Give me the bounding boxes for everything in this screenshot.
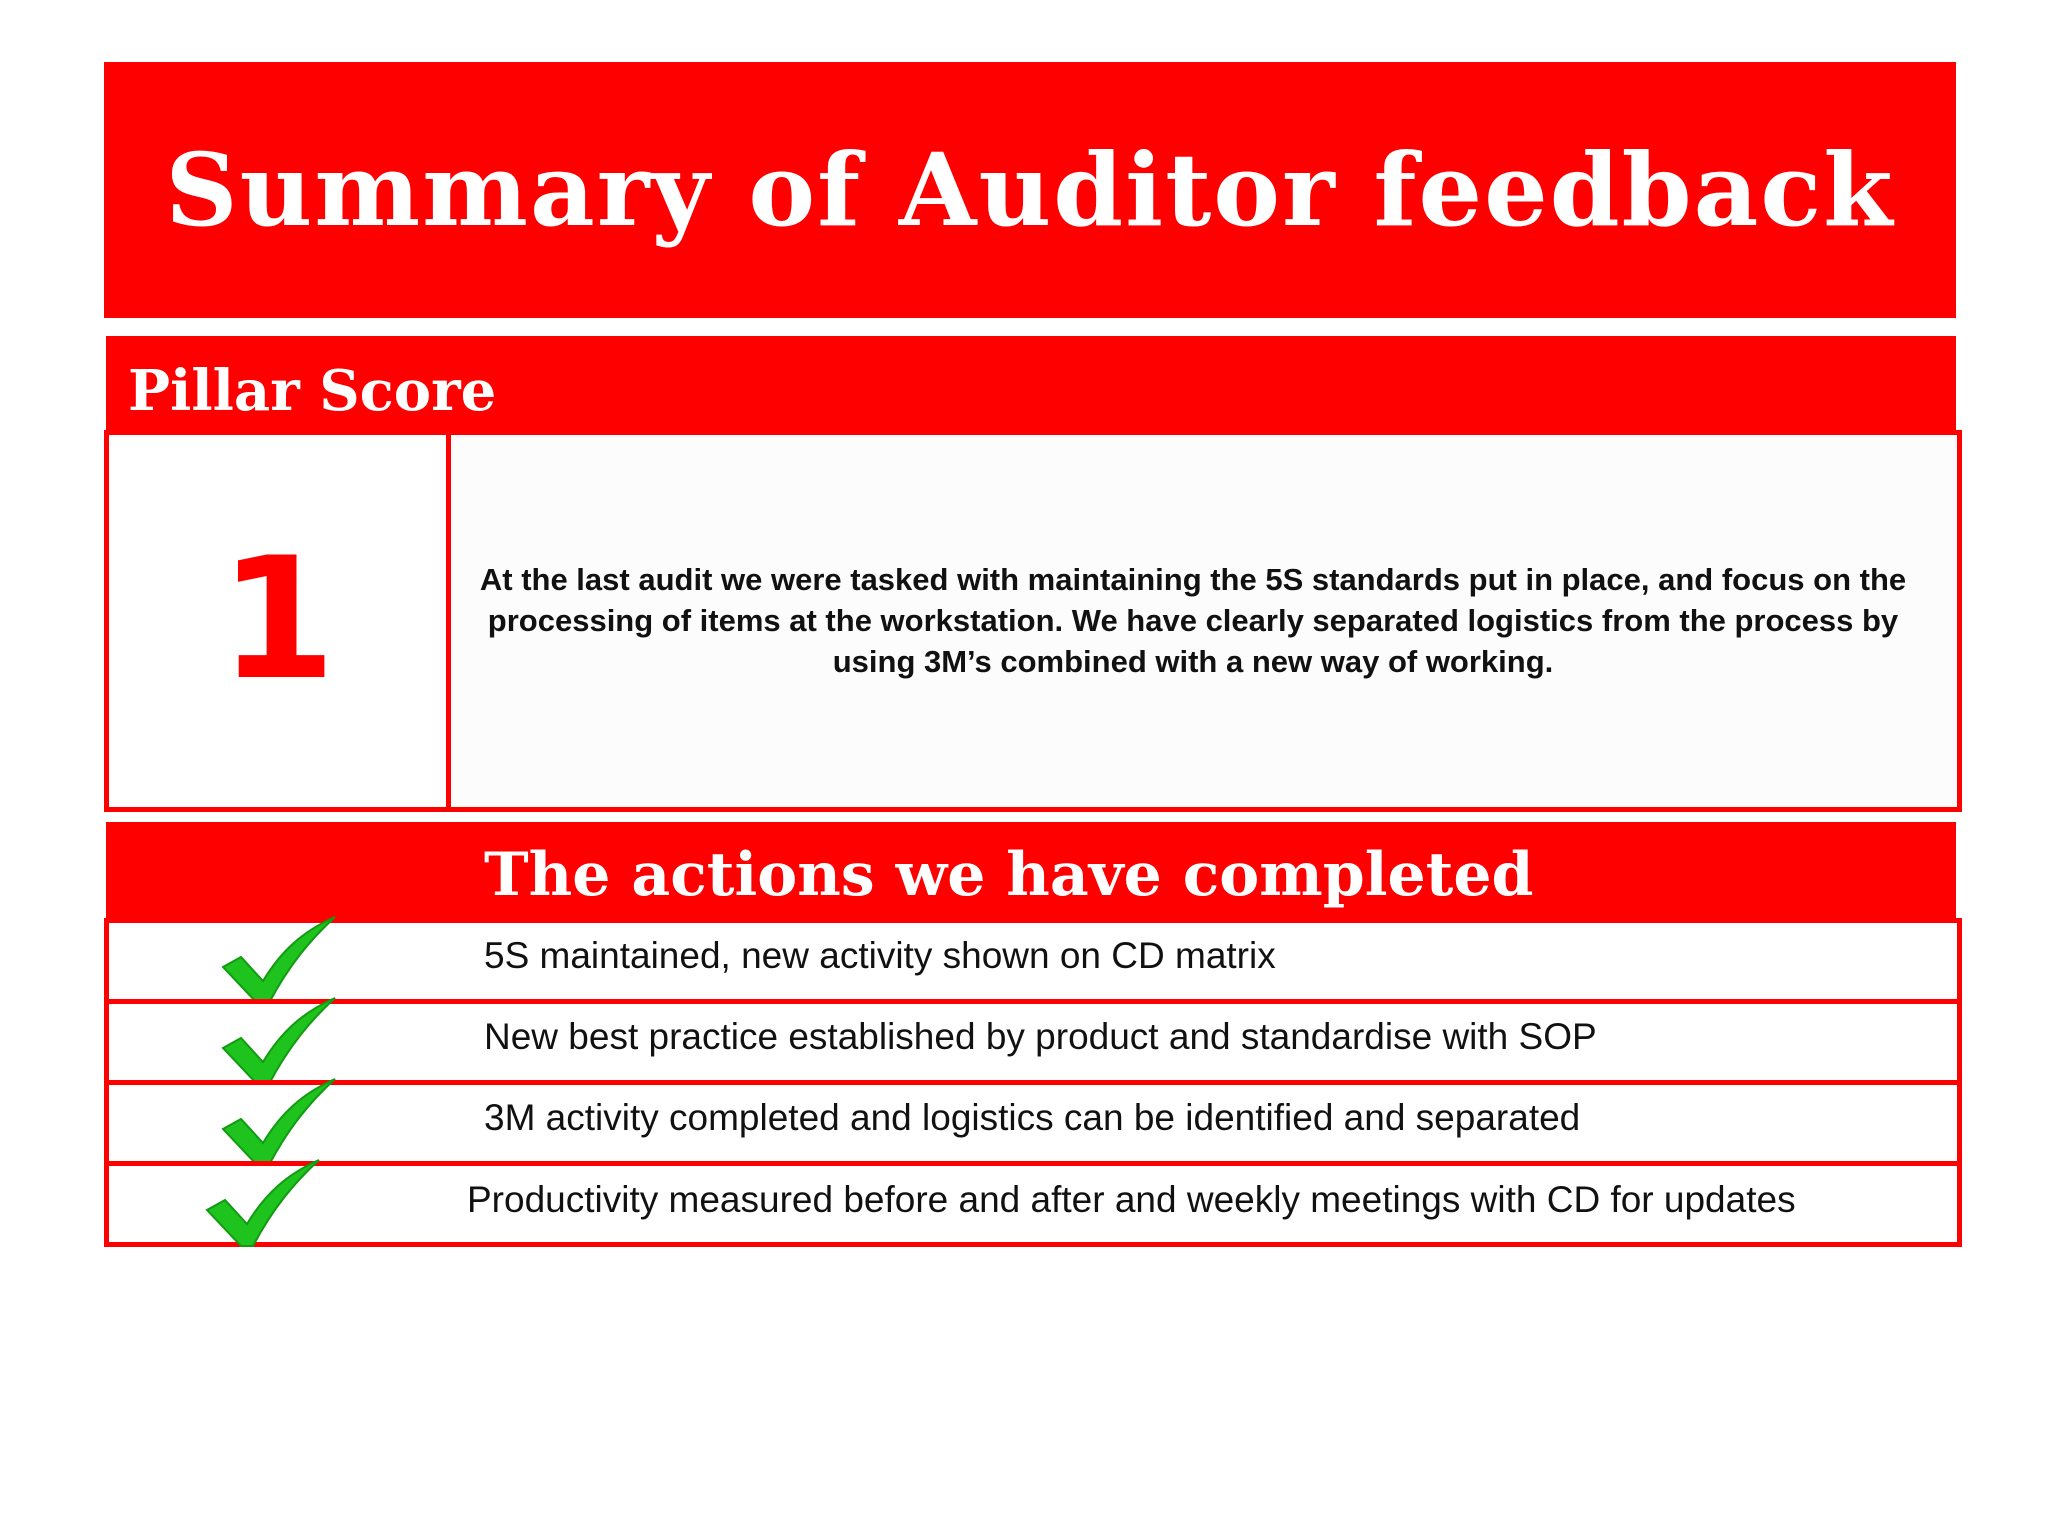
actions-header: [106, 822, 1956, 918]
score-cell: [109, 435, 451, 807]
action-item: [104, 999, 1962, 1085]
pillar-score-heading: Pillar Score: [128, 358, 497, 424]
action-item-label: 3M activity completed and logistics can be identified and separated: [484, 1097, 1581, 1138]
action-item: [104, 918, 1962, 1004]
action-item-label: 5S maintained, new activity shown on CD matrix: [484, 935, 1276, 976]
action-item: [104, 1080, 1962, 1166]
page-title: Summary of Auditor feedback: [165, 131, 1895, 249]
action-item-label: Productivity measured before and after and weekly meetings with CD for updates: [467, 1179, 1796, 1220]
title-banner: [104, 62, 1956, 318]
pillar-score-value: 1: [219, 521, 336, 717]
actions-heading: The actions we have completed: [484, 840, 1534, 910]
checkmark-icon: [203, 1158, 323, 1248]
action-item-label: New best practice established by product and standardise with SOP: [484, 1016, 1597, 1057]
checkmark-icon: [219, 915, 339, 1005]
checkmark-icon: [219, 1077, 339, 1167]
auditor-feedback-text: At the last audit we were tasked with maintaining the 5S standards put in place, and focus on the processing of items at the workstation. We have clearly separated logistics from the process by using 3M’s combined with a new way of working.: [479, 562, 1907, 679]
action-item: [104, 1161, 1962, 1247]
checkmark-icon: [219, 996, 339, 1086]
pillar-score-header: [106, 336, 1956, 430]
score-box: [104, 430, 1962, 812]
